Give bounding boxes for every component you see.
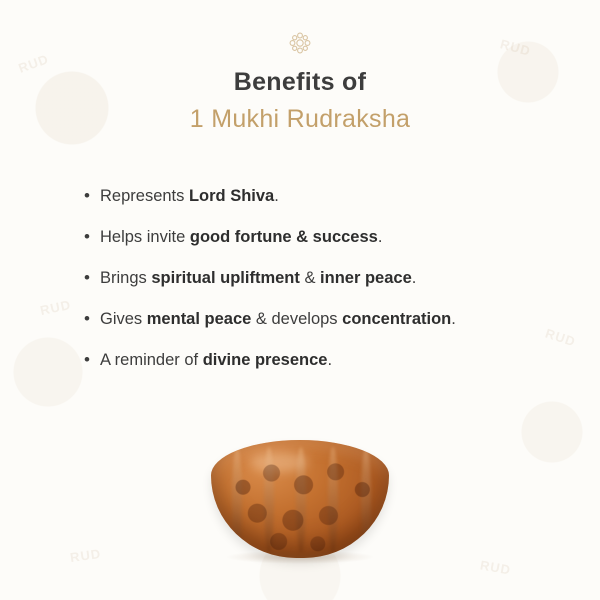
- list-item: [84, 267, 540, 289]
- bullet-icon: •: [84, 309, 90, 328]
- rudraksha-bead-image: [0, 388, 600, 558]
- background-watermark: RUD: [16, 51, 51, 76]
- background-watermark: RUD: [498, 36, 533, 59]
- bead-ridge: [296, 447, 306, 553]
- benefits-list: [84, 185, 540, 390]
- list-item: [84, 226, 540, 248]
- bullet-icon: •: [84, 268, 90, 287]
- background-watermark: RUD: [543, 325, 578, 350]
- list-item: [84, 349, 540, 371]
- bullet-icon: •: [84, 186, 90, 205]
- benefit-text: A reminder of divine presence.: [100, 351, 333, 369]
- bead-ridge: [361, 447, 371, 553]
- title-line-primary: Benefits of: [233, 68, 367, 96]
- background-watermark: RUD: [38, 296, 73, 319]
- background-watermark: RUD: [478, 557, 513, 578]
- title-line-accent: 1 Mukhi Rudraksha: [189, 105, 411, 133]
- bead-shape: [211, 440, 389, 558]
- list-item: [84, 185, 540, 207]
- list-item: [84, 308, 540, 330]
- benefit-text: Gives mental peace & develops concentration.: [100, 310, 456, 328]
- benefit-text: Represents Lord Shiva.: [100, 187, 279, 205]
- flower-ornament-icon: [0, 30, 600, 60]
- background-watermark: RUD: [69, 545, 103, 566]
- bead-ridge: [328, 447, 338, 553]
- bead-ridge: [232, 447, 242, 553]
- page-title: [0, 68, 600, 134]
- benefit-text: Helps invite good fortune & success.: [100, 228, 383, 246]
- bead-shadow: [225, 550, 375, 564]
- benefit-text: Brings spiritual upliftment & inner peace.: [100, 269, 417, 287]
- bullet-icon: •: [84, 350, 90, 369]
- bead-ridge: [264, 447, 274, 553]
- bullet-icon: •: [84, 227, 90, 246]
- bead-highlight: [250, 452, 308, 472]
